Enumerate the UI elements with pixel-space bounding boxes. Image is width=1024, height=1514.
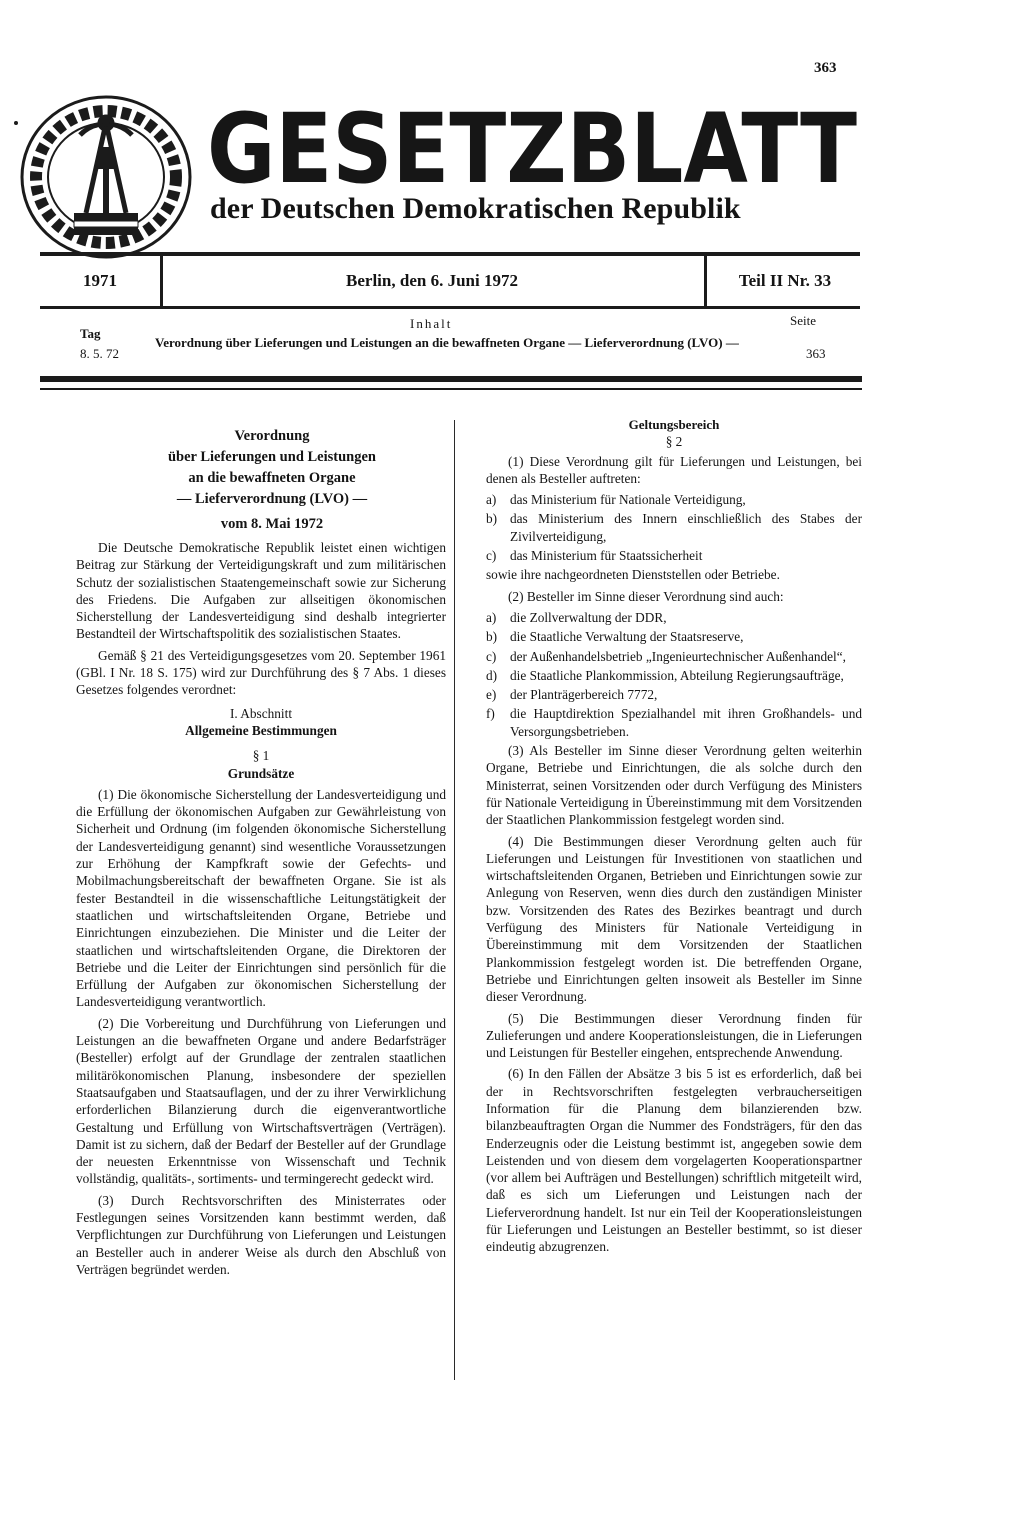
issue-date: Berlin, den 6. Juni 1972 [346,271,518,290]
orderer-list [486,491,862,564]
list-item [486,628,862,645]
state-emblem-icon [10,85,202,265]
contents-date: 8. 5. 72 [80,346,119,361]
page-number: 363 [814,60,837,76]
list-text: die Zollverwaltung der DDR, [510,609,667,625]
contents-entry-title: Verordnung über Lieferungen und Leistungen an die bewaffneten Organe — Lieferverordnung (LVO) — [155,335,739,350]
list-item [486,609,862,626]
preamble-paragraph: Die Deutsche Demokratische Republik leistet einen wichtigen Beitrag zur Stärkung der Verteidigungskraft und zum militärischen Schutz der sozialistischen Staatengemeinschaft sowie zur Sicherung des Friedens. Die Aufgaben zur allseitigen ökonomischen Sicherstellung der Landesverteidigung sind deshalb integrierter Bestandteil der Wirtschaftspolitik des sozialistischen Staates. [76,540,446,642]
body-paragraph: (5) Die Bestimmungen dieser Verordnung finden für Zulieferungen und andere Kooperationsleistungen, die in Lieferungen und Leistungen für Besteller eingehen, entsprechende Anwendung. [486,1010,862,1061]
ordinance-title-line: über Lieferungen und Leistungen [167,449,376,465]
list-label: b) [486,629,498,645]
list-text: der Außenhandelsbetrieb „Ingenieurtechnischer Außenhandel“, [510,648,846,664]
paragraph-number: § 1 [252,748,270,764]
list-item [486,510,862,545]
list-label: a) [486,492,497,508]
contents-tag-label: Tag [80,326,101,341]
column-divider [454,420,455,1380]
list-label: c) [486,548,497,564]
section-title: Geltungsbereich [628,417,720,432]
right-column [486,416,862,1260]
list-item [486,686,862,703]
orderer-list [486,609,862,740]
list-text: die Staatliche Verwaltung der Staatsreserve, [510,629,744,645]
list-text: das Ministerium für Staatssicherheit [510,548,703,564]
preamble-paragraph: Gemäß § 21 des Verteidigungsgesetzes vom 20. September 1961 (GBl. I Nr. 18 S. 175) wird zur Durchführung des § 7 Abs. 1 dieses Gesetzes folgendes verordnet: [76,647,446,698]
ordinance-date: vom 8. Mai 1972 [220,516,324,532]
list-text: der Planträgerbereich 7772, [510,687,658,703]
list-item [486,705,862,740]
contents-heading: Inhalt [410,316,453,331]
body-paragraph: (4) Die Bestimmungen dieser Verordnung gelten auch für Lieferungen und Leistungen für Investitionen von staatlichen und wirtschaftsleitenden Organen, Betrieben und Einrichtungen sowie zur Anlegung von Reserven, wenn dies durch den zuständigen Minister bzw. Vorsitzenden des Rates des Bezirkes beantragt und durch Verfügung des Ministers für Nationale Verteidigung in Übereinstimmung mit dem Vorsitzenden der Staatlichen Plankommission festgelegt worden ist. Die betreffenden Organe, Betriebe und Einrichtungen gelten insoweit als Besteller im Sinne dieser Verordnung. [486,833,862,1005]
issue-number: Teil II Nr. 33 [704,256,863,306]
body-paragraph: (2) Besteller im Sinne dieser Verordnung sind auch: [508,588,784,604]
contents-page-label: Seite [790,313,816,328]
svg-text:GESETZBLATT: GESETZBLATT [207,98,857,190]
section-heading: I. Abschnitt [229,705,293,721]
ordinance-title-line: — Lieferverordnung (LVO) — [176,491,368,507]
contents-rule-thin [40,388,862,390]
body-paragraph: sowie ihre nachgeordneten Dienststellen oder Betriebe. [486,567,780,583]
list-label: b) [486,511,498,527]
issue-year: 1971 [40,256,163,306]
section-title: Allgemeine Bestimmungen [185,722,337,738]
list-text: das Ministerium für Nationale Verteidigung, [510,492,746,508]
list-item [486,547,862,564]
body-paragraph: (1) Die ökonomische Sicherstellung der Landesverteidigung und die Erfüllung der ökonomischen Aufgaben zur Gewährleistung von Sicherheit und Ordnung (im folgenden ökonomische Sicherstellung der Landesverteidigung genannt) sind wesentliche Voraussetzungen zur Erhöhung der Kampfkraft sowie der Gefechts- und Mobilmachungsbereitschaft der bewaffneten Organe. Sie ist als fester Bestandteil in die wissenschaftliche Leitungstätigkeit der staatlichen und wirtschaftsleitenden Organe, Betriebe und Einrichtungen einzubeziehen. Die Minister und die Leiter der staatlichen und wirtschaftsleitenden Organe, die Direktoren der Betriebe und die Leiter der Einrichtungen sind persönlich für die Erfüllung der Aufgaben zur ökonomischen Sicherstellung der Landesverteidigung verantwortlich. [76,786,446,1010]
list-item [486,667,862,684]
body-paragraph: (1) Diese Verordnung gilt für Lieferungen und Leistungen, bei denen als Besteller auftreten: [486,453,862,486]
paragraph-number: § 2 [665,434,683,450]
list-label: a) [486,609,497,625]
ordinance-title [76,426,446,535]
body-paragraph: (2) Die Vorbereitung und Durchführung von Lieferungen und Leistungen an die bewaffneten Organe und andere Bedarfsträger (Besteller) erfolgt auf der Grundlage der zentralen staatlichen militärökonomischen Planung, insbesondere der speziellen Staatsaufgaben und Staatsauflagen, und der zu ihrer Verwirklichung erforderlichen Bilanzierung durch die eigenverantwortliche Gestaltung und Erfüllung von Wirtschaftsverträgen (Verträgen). Damit ist zu sichern, daß der Bedarf der Besteller auf der Grundlage der neuesten Erkenntnisse von Wissenschaft und Technik vollständig, qualitäts-, sortiments- und termingerecht gedeckt wird. [76,1015,446,1187]
issue-header [40,256,860,309]
masthead-subtitle: der Deutschen Demokratischen Republik [210,192,741,225]
list-item [486,491,862,508]
body-paragraph: (6) In den Fällen der Absätze 3 bis 5 ist es erforderlich, daß bei der in Rechtsvorschriften festgelegten verbraucherseitigen Information für die Planung dem bilanzierenden bzw. bilanzbeauftragten Organ die Nummer des Fondsträgers, für den das Enderzeugnis oder die Leistung bestimmt ist, angegeben sowie dem Leistenden und von diesem dem vorgelagerten Kooperationspartner (vor allem bei Aufträgen und Bestellungen) schriftlich mitgeteilt wird, daß es sich um Lieferungen und Leistungen nach der Lieferverordnung handelt. Ist nur ein Teil der Kooperationsleistungen für Lieferungen und Leistungen an Besteller bestimmt, so ist dieser eindeutig abzugrenzen. [486,1066,862,1255]
body-paragraph: (3) Als Besteller im Sinne dieser Verordnung gelten weiterhin Organe, Betriebe und Einrichtungen, die als solche durch den Ministerrat, seinen Vorsitzenden oder durch Verfügung des Ministers für Nationale Verteidigung in Übereinstimmung mit dem Vorsitzenden der Staatlichen Plankommission festgelegt worden sind. [486,743,862,828]
contents-entry-page: 363 [806,346,826,361]
left-column [76,426,446,1282]
body-paragraph: (3) Durch Rechtsvorschriften des Ministerrates oder Festlegungen seines Vorsitzenden kann bestimmt werden, daß Verpflichtungen zur Durchführung von Lieferungen und Leistungen an Besteller auch in anderer Weise als durch den Abschluß von Verträgen begründet werden. [76,1192,446,1277]
list-text: die Staatliche Plankommission, Abteilung Regierungsaufträge, [510,667,844,683]
ordinance-title-line: an die bewaffneten Organe [188,470,356,486]
list-label: e) [486,687,497,703]
contents-rule [40,376,862,382]
list-text: die Hauptdirektion Spezialhandel mit ihren Großhandels- und Versorgungsbetrieben. [510,706,862,739]
masthead-title [207,98,861,190]
ordinance-title-line: Verordnung [234,428,310,444]
list-label: f) [486,706,495,722]
list-text: das Ministerium des Innern einschließlich des Stabes der Zivilverteidigung, [510,511,862,544]
list-label: d) [486,667,498,683]
paragraph-title: Grundsätze [227,765,295,781]
list-item [486,648,862,665]
list-label: c) [486,648,497,664]
